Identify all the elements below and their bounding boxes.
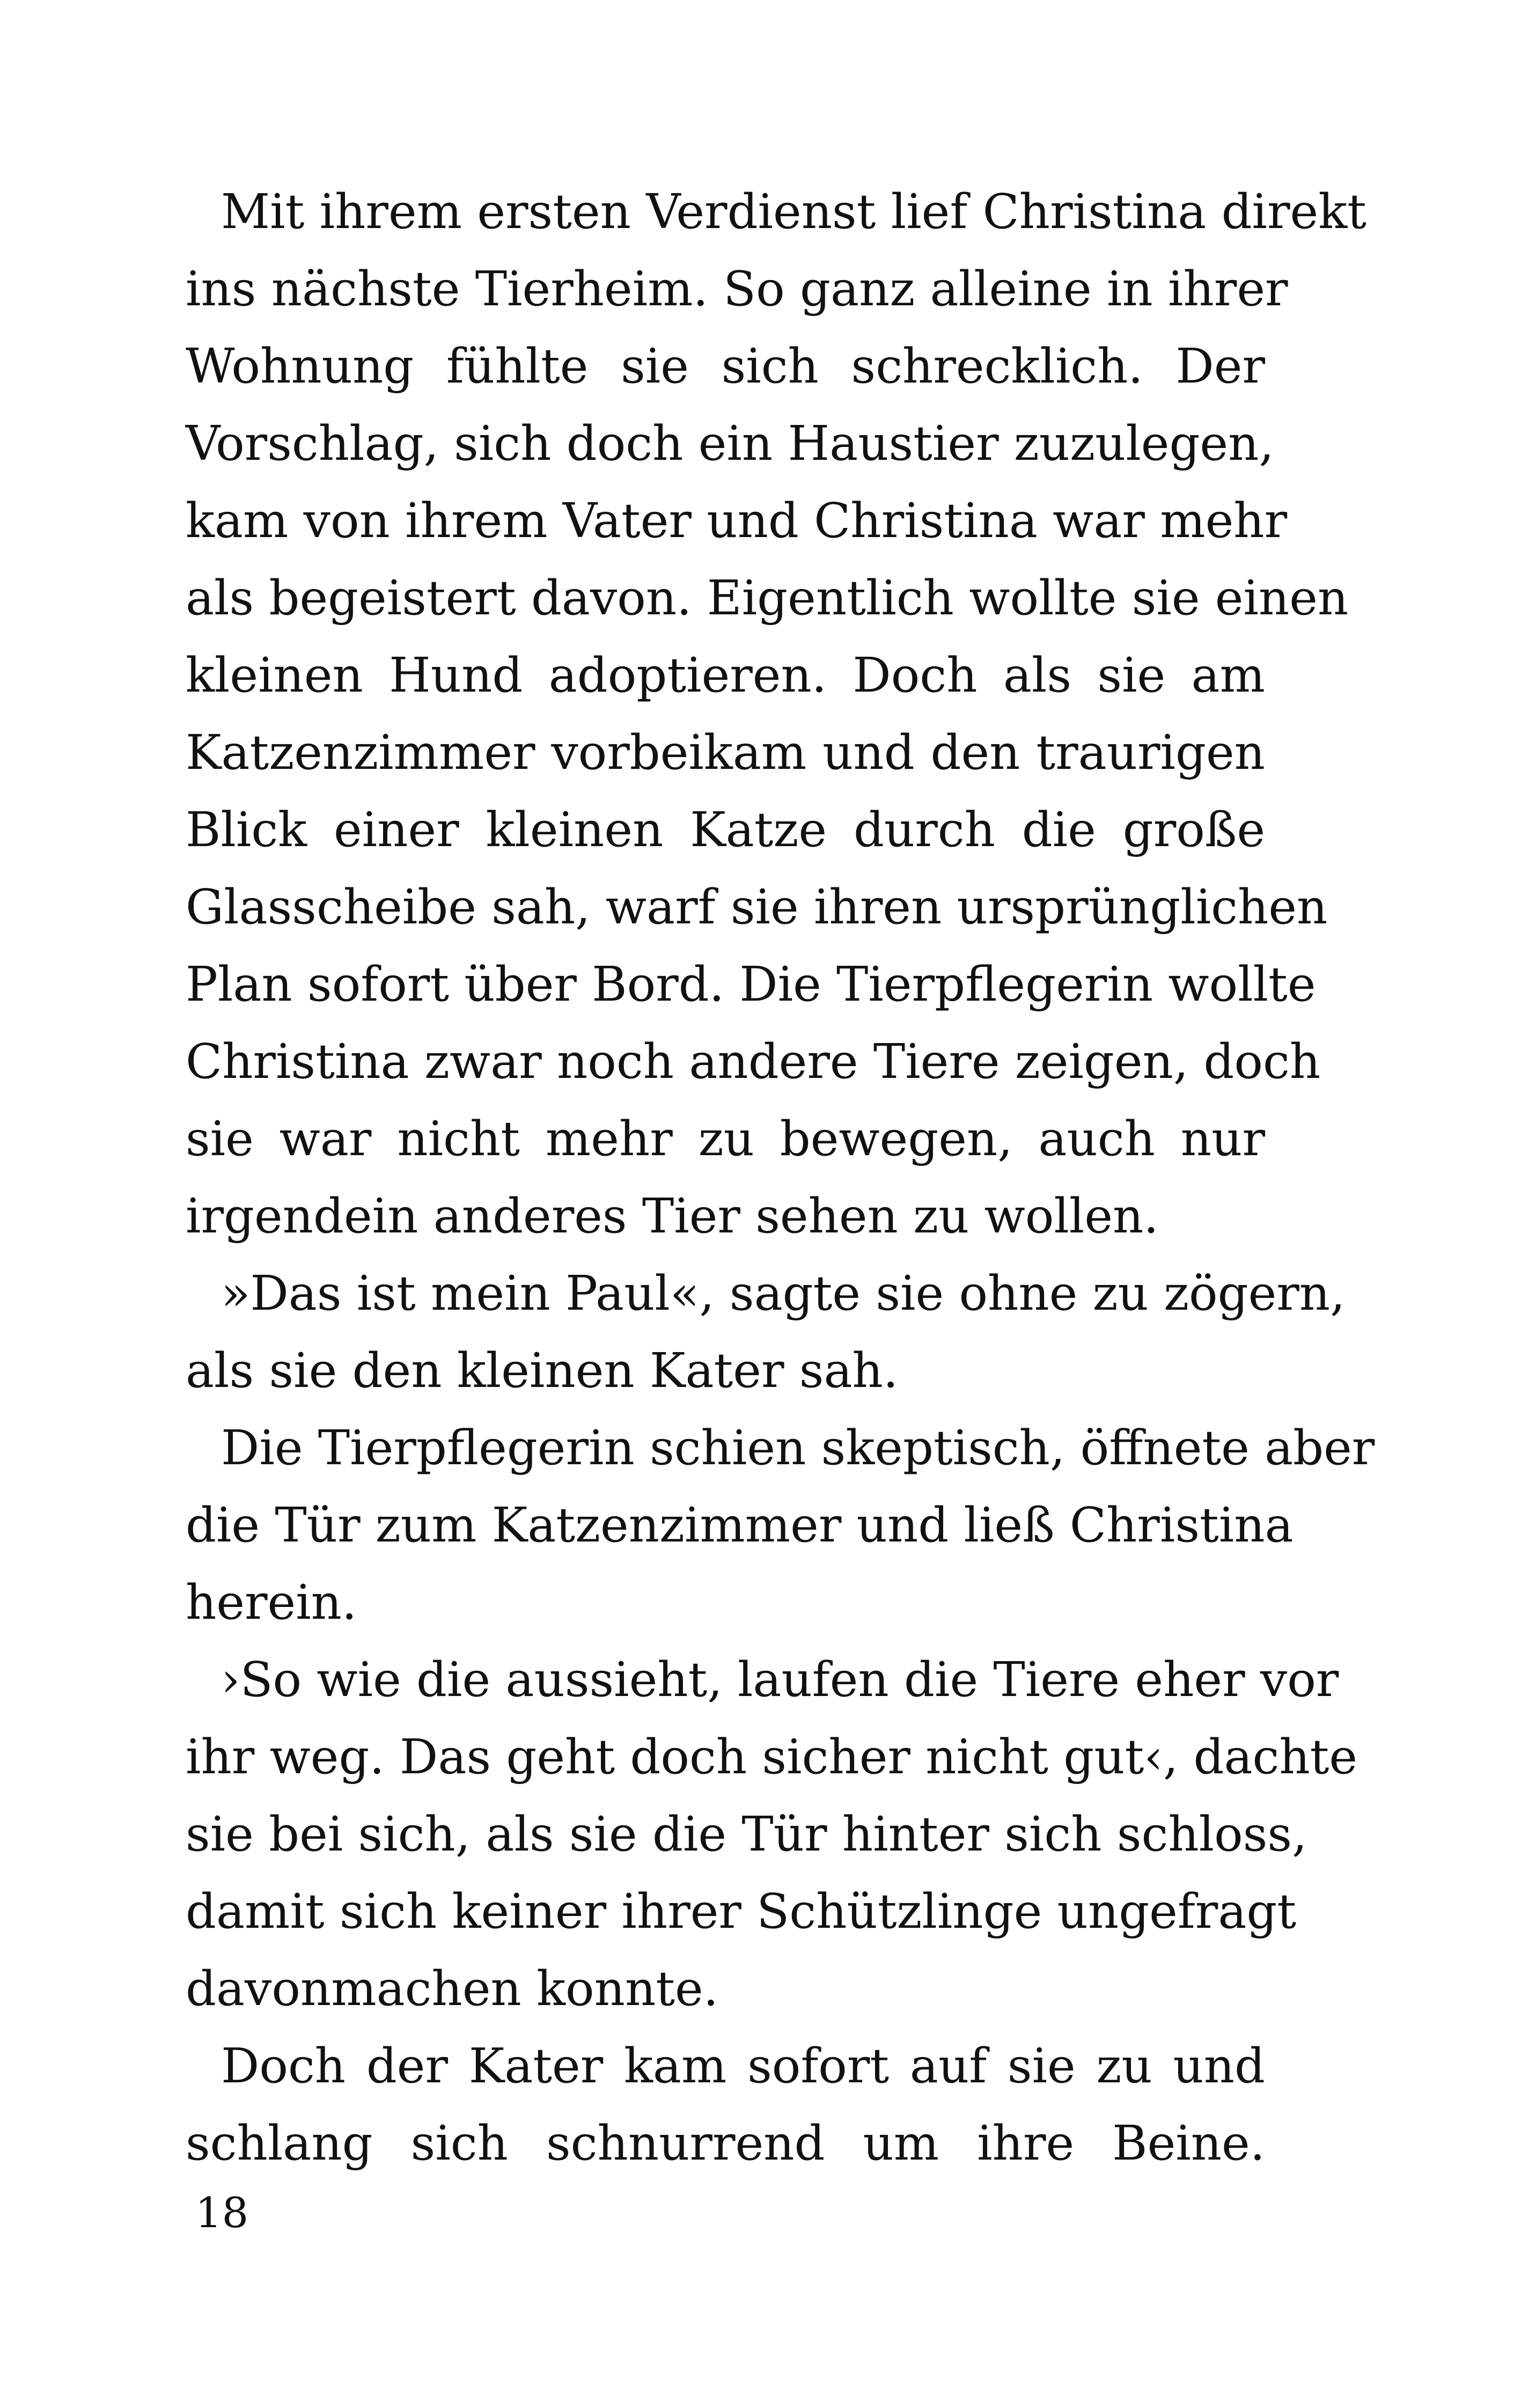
page-number: 18 [195,2189,249,2237]
text-line: als sie den kleinen Kater sah. [186,1342,899,1398]
text-line: als begeistert davon. Eigentlich wollte sie einen [186,570,1349,626]
text-line: davonmachen konnte. [186,1961,718,2016]
text-line: schlang sich schnurrend um ihre Beine. [186,2115,1265,2171]
text-line: kam von ihrem Vater und Christina war mehr [186,493,1288,548]
text-line: irgendein anderes Tier sehen zu wollen. [186,1188,1159,1244]
text-line: ihr weg. Das geht doch sicher nicht gut‹, dachte [186,1729,1358,1785]
text-line: ›So wie die aussieht, laufen die Tiere eher vor [221,1651,1339,1707]
text-line: ins nächste Tierheim. So ganz alleine in ihrer [186,261,1288,317]
text-line: Vorschlag, sich doch ein Haustier zuzulegen, [186,415,1274,471]
text-line: Die Tierpflegerin schien skeptisch, öffnete aber [221,1420,1375,1475]
text-line: herein. [186,1574,357,1630]
text-line: Blick einer kleinen Katze durch die große [186,802,1265,857]
text-line: damit sich keiner ihrer Schützlinge ungefragt [186,1883,1297,1939]
text-line: Mit ihrem ersten Verdienst lief Christina direkt [221,183,1366,239]
text-line: »Das ist mein Paul«, sagte sie ohne zu zögern, [221,1265,1346,1321]
text-line: Plan sofort über Bord. Die Tierpflegerin wollte [186,956,1316,1012]
text-line: Christina zwar noch andere Tiere zeigen, doch [186,1033,1321,1089]
text-line: Glasscheibe sah, warf sie ihren ursprünglichen [186,879,1328,935]
text-line: sie bei sich, als sie die Tür hinter sich schloss, [186,1806,1307,1862]
text-line: Doch der Kater kam sofort auf sie zu und [221,2038,1265,2094]
text-line: Katzenzimmer vorbeikam und den traurigen [186,724,1265,780]
body-text [186,173,1375,2182]
text-line: sie war nicht mehr zu bewegen, auch nur [186,1111,1265,1166]
text-line: kleinen Hund adoptieren. Doch als sie am [186,647,1265,703]
text-line: Wohnung fühlte sie sich schrecklich. Der [186,338,1265,394]
text-line: die Tür zum Katzenzimmer und ließ Christina [186,1497,1294,1553]
